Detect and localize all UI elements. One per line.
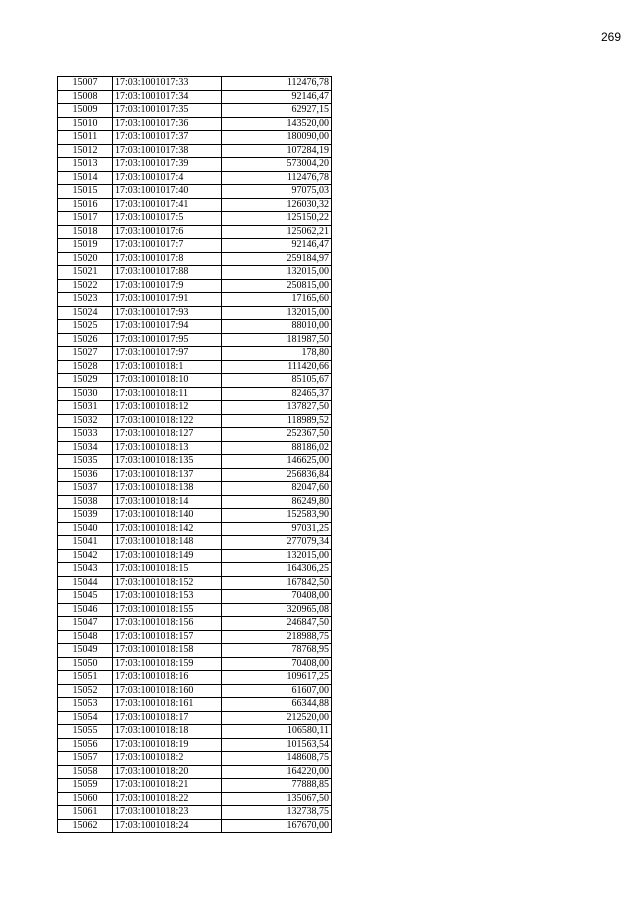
cadastral-number-cell: 17:03:1001018:11: [113, 387, 222, 401]
amount-cell: 82047,60: [222, 482, 332, 496]
row-number-cell: 15033: [58, 428, 113, 442]
row-number-cell: 15029: [58, 374, 113, 388]
table-row: [58, 455, 332, 469]
table-row: [58, 185, 332, 199]
amount-cell: 277079,34: [222, 536, 332, 550]
row-number-cell: 15047: [58, 617, 113, 631]
amount-cell: 181987,50: [222, 333, 332, 347]
cadastral-number-cell: 17:03:1001018:22: [113, 792, 222, 806]
table-row: [58, 252, 332, 266]
cadastral-number-cell: 17:03:1001017:36: [113, 117, 222, 131]
amount-cell: 250815,00: [222, 279, 332, 293]
row-number-cell: 15053: [58, 698, 113, 712]
amount-cell: 106580,11: [222, 725, 332, 739]
cadastral-number-cell: 17:03:1001018:2: [113, 752, 222, 766]
amount-cell: 112476,78: [222, 171, 332, 185]
amount-cell: 132015,00: [222, 266, 332, 280]
cadastral-number-cell: 17:03:1001017:34: [113, 90, 222, 104]
row-number-cell: 15050: [58, 657, 113, 671]
cadastral-number-cell: 17:03:1001018:152: [113, 576, 222, 590]
data-table: [57, 76, 332, 833]
row-number-cell: 15038: [58, 495, 113, 509]
cadastral-number-cell: 17:03:1001017:35: [113, 104, 222, 118]
table-row: [58, 738, 332, 752]
row-number-cell: 15032: [58, 414, 113, 428]
table-row: [58, 306, 332, 320]
table-row: [58, 104, 332, 118]
amount-cell: 152583,90: [222, 509, 332, 523]
amount-cell: 573004,20: [222, 158, 332, 172]
row-number-cell: 15046: [58, 603, 113, 617]
cadastral-number-cell: 17:03:1001018:14: [113, 495, 222, 509]
cadastral-number-cell: 17:03:1001017:97: [113, 347, 222, 361]
row-number-cell: 15044: [58, 576, 113, 590]
table-row: [58, 158, 332, 172]
table-row: [58, 495, 332, 509]
amount-cell: 125150,22: [222, 212, 332, 226]
amount-cell: 135067,50: [222, 792, 332, 806]
table-row: [58, 90, 332, 104]
row-number-cell: 15043: [58, 563, 113, 577]
amount-cell: 66344,88: [222, 698, 332, 712]
cadastral-number-cell: 17:03:1001017:91: [113, 293, 222, 307]
amount-cell: 118989,52: [222, 414, 332, 428]
amount-cell: 109617,25: [222, 671, 332, 685]
cadastral-number-cell: 17:03:1001018:155: [113, 603, 222, 617]
table-row: [58, 333, 332, 347]
table-row: [58, 536, 332, 550]
row-number-cell: 15017: [58, 212, 113, 226]
cadastral-number-cell: 17:03:1001017:8: [113, 252, 222, 266]
row-number-cell: 15024: [58, 306, 113, 320]
cadastral-number-cell: 17:03:1001018:21: [113, 779, 222, 793]
cadastral-number-cell: 17:03:1001017:95: [113, 333, 222, 347]
cadastral-number-cell: 17:03:1001017:39: [113, 158, 222, 172]
amount-cell: 259184,97: [222, 252, 332, 266]
cadastral-number-cell: 17:03:1001018:135: [113, 455, 222, 469]
page-number: 269: [600, 30, 621, 44]
amount-cell: 132015,00: [222, 306, 332, 320]
table-row: [58, 198, 332, 212]
cadastral-number-cell: 17:03:1001018:161: [113, 698, 222, 712]
amount-cell: 167670,00: [222, 819, 332, 833]
table-row: [58, 347, 332, 361]
amount-cell: 70408,00: [222, 657, 332, 671]
cadastral-number-cell: 17:03:1001017:40: [113, 185, 222, 199]
row-number-cell: 15027: [58, 347, 113, 361]
cadastral-number-cell: 17:03:1001018:158: [113, 644, 222, 658]
row-number-cell: 15031: [58, 401, 113, 415]
row-number-cell: 15028: [58, 360, 113, 374]
amount-cell: 97031,25: [222, 522, 332, 536]
amount-cell: 178,80: [222, 347, 332, 361]
amount-cell: 97075,03: [222, 185, 332, 199]
amount-cell: 146625,00: [222, 455, 332, 469]
row-number-cell: 15040: [58, 522, 113, 536]
row-number-cell: 15019: [58, 239, 113, 253]
table-row: [58, 266, 332, 280]
amount-cell: 61607,00: [222, 684, 332, 698]
cadastral-number-cell: 17:03:1001018:1: [113, 360, 222, 374]
table-row: [58, 549, 332, 563]
table-row: [58, 819, 332, 833]
row-number-cell: 15021: [58, 266, 113, 280]
amount-cell: 320965,08: [222, 603, 332, 617]
amount-cell: 212520,00: [222, 711, 332, 725]
table-row: [58, 684, 332, 698]
table-row: [58, 414, 332, 428]
row-number-cell: 15049: [58, 644, 113, 658]
cadastral-number-cell: 17:03:1001018:122: [113, 414, 222, 428]
cadastral-number-cell: 17:03:1001018:142: [113, 522, 222, 536]
row-number-cell: 15057: [58, 752, 113, 766]
amount-cell: 125062,21: [222, 225, 332, 239]
amount-cell: 92146,47: [222, 90, 332, 104]
table-row: [58, 522, 332, 536]
table-row: [58, 698, 332, 712]
cadastral-number-cell: 17:03:1001017:41: [113, 198, 222, 212]
cadastral-number-cell: 17:03:1001018:24: [113, 819, 222, 833]
table-row: [58, 482, 332, 496]
row-number-cell: 15011: [58, 131, 113, 145]
table-row: [58, 468, 332, 482]
table-row: [58, 374, 332, 388]
row-number-cell: 15030: [58, 387, 113, 401]
cadastral-number-cell: 17:03:1001018:149: [113, 549, 222, 563]
table-row: [58, 752, 332, 766]
table-row: [58, 320, 332, 334]
row-number-cell: 15062: [58, 819, 113, 833]
cadastral-number-cell: 17:03:1001017:37: [113, 131, 222, 145]
cadastral-number-cell: 17:03:1001018:19: [113, 738, 222, 752]
row-number-cell: 15059: [58, 779, 113, 793]
cadastral-number-cell: 17:03:1001018:20: [113, 765, 222, 779]
table-row: [58, 387, 332, 401]
cadastral-number-cell: 17:03:1001018:140: [113, 509, 222, 523]
amount-cell: 62927,15: [222, 104, 332, 118]
table-row: [58, 806, 332, 820]
amount-cell: 111420,66: [222, 360, 332, 374]
cadastral-number-cell: 17:03:1001018:156: [113, 617, 222, 631]
cadastral-number-cell: 17:03:1001018:15: [113, 563, 222, 577]
cadastral-number-cell: 17:03:1001017:88: [113, 266, 222, 280]
cadastral-number-cell: 17:03:1001018:12: [113, 401, 222, 415]
amount-cell: 78768,95: [222, 644, 332, 658]
table-row: [58, 509, 332, 523]
cadastral-number-cell: 17:03:1001017:6: [113, 225, 222, 239]
row-number-cell: 15007: [58, 77, 113, 91]
amount-cell: 86249,80: [222, 495, 332, 509]
row-number-cell: 15034: [58, 441, 113, 455]
amount-cell: 85105,67: [222, 374, 332, 388]
row-number-cell: 15051: [58, 671, 113, 685]
table-row: [58, 279, 332, 293]
amount-cell: 107284,19: [222, 144, 332, 158]
row-number-cell: 15056: [58, 738, 113, 752]
amount-cell: 143520,00: [222, 117, 332, 131]
amount-cell: 252367,50: [222, 428, 332, 442]
row-number-cell: 15037: [58, 482, 113, 496]
amount-cell: 112476,78: [222, 77, 332, 91]
amount-cell: 70408,00: [222, 590, 332, 604]
table-row: [58, 212, 332, 226]
table-row: [58, 725, 332, 739]
table-row: [58, 671, 332, 685]
amount-cell: 101563,54: [222, 738, 332, 752]
table-row: [58, 239, 332, 253]
table-row: [58, 563, 332, 577]
table-row: [58, 630, 332, 644]
table-row: [58, 657, 332, 671]
row-number-cell: 15014: [58, 171, 113, 185]
table-row: [58, 617, 332, 631]
row-number-cell: 15061: [58, 806, 113, 820]
cadastral-number-cell: 17:03:1001018:160: [113, 684, 222, 698]
row-number-cell: 15054: [58, 711, 113, 725]
cadastral-number-cell: 17:03:1001018:157: [113, 630, 222, 644]
table-row: [58, 779, 332, 793]
row-number-cell: 15026: [58, 333, 113, 347]
table-body: [58, 77, 332, 833]
table-row: [58, 144, 332, 158]
cadastral-number-cell: 17:03:1001017:33: [113, 77, 222, 91]
row-number-cell: 15060: [58, 792, 113, 806]
cadastral-number-cell: 17:03:1001018:17: [113, 711, 222, 725]
table-row: [58, 401, 332, 415]
table-row: [58, 590, 332, 604]
table-row: [58, 131, 332, 145]
row-number-cell: 15012: [58, 144, 113, 158]
amount-cell: 167842,50: [222, 576, 332, 590]
amount-cell: 246847,50: [222, 617, 332, 631]
table-row: [58, 77, 332, 91]
row-number-cell: 15016: [58, 198, 113, 212]
cadastral-number-cell: 17:03:1001018:137: [113, 468, 222, 482]
row-number-cell: 15042: [58, 549, 113, 563]
cadastral-number-cell: 17:03:1001017:94: [113, 320, 222, 334]
row-number-cell: 15015: [58, 185, 113, 199]
table-row: [58, 765, 332, 779]
row-number-cell: 15022: [58, 279, 113, 293]
cadastral-number-cell: 17:03:1001018:153: [113, 590, 222, 604]
row-number-cell: 15023: [58, 293, 113, 307]
row-number-cell: 15025: [58, 320, 113, 334]
amount-cell: 180090,00: [222, 131, 332, 145]
cadastral-number-cell: 17:03:1001018:10: [113, 374, 222, 388]
row-number-cell: 15035: [58, 455, 113, 469]
amount-cell: 137827,50: [222, 401, 332, 415]
cadastral-number-cell: 17:03:1001017:93: [113, 306, 222, 320]
amount-cell: 256836,84: [222, 468, 332, 482]
cadastral-number-cell: 17:03:1001017:5: [113, 212, 222, 226]
amount-cell: 132738,75: [222, 806, 332, 820]
table-row: [58, 603, 332, 617]
amount-cell: 164220,00: [222, 765, 332, 779]
row-number-cell: 15020: [58, 252, 113, 266]
row-number-cell: 15039: [58, 509, 113, 523]
table-row: [58, 792, 332, 806]
cadastral-number-cell: 17:03:1001018:138: [113, 482, 222, 496]
amount-cell: 77888,85: [222, 779, 332, 793]
amount-cell: 126030,32: [222, 198, 332, 212]
amount-cell: 88010,00: [222, 320, 332, 334]
table-row: [58, 225, 332, 239]
amount-cell: 218988,75: [222, 630, 332, 644]
row-number-cell: 15058: [58, 765, 113, 779]
cadastral-number-cell: 17:03:1001018:23: [113, 806, 222, 820]
table-row: [58, 117, 332, 131]
row-number-cell: 15036: [58, 468, 113, 482]
cadastral-number-cell: 17:03:1001017:38: [113, 144, 222, 158]
cadastral-number-cell: 17:03:1001017:7: [113, 239, 222, 253]
table-row: [58, 644, 332, 658]
cadastral-number-cell: 17:03:1001018:16: [113, 671, 222, 685]
row-number-cell: 15008: [58, 90, 113, 104]
cadastral-number-cell: 17:03:1001018:159: [113, 657, 222, 671]
amount-cell: 92146,47: [222, 239, 332, 253]
amount-cell: 164306,25: [222, 563, 332, 577]
cadastral-number-cell: 17:03:1001017:4: [113, 171, 222, 185]
amount-cell: 17165,60: [222, 293, 332, 307]
amount-cell: 82465,37: [222, 387, 332, 401]
cadastral-number-cell: 17:03:1001018:127: [113, 428, 222, 442]
cadastral-number-cell: 17:03:1001018:13: [113, 441, 222, 455]
row-number-cell: 15041: [58, 536, 113, 550]
table-row: [58, 711, 332, 725]
amount-cell: 148608,75: [222, 752, 332, 766]
cadastral-number-cell: 17:03:1001017:9: [113, 279, 222, 293]
row-number-cell: 15055: [58, 725, 113, 739]
row-number-cell: 15013: [58, 158, 113, 172]
row-number-cell: 15009: [58, 104, 113, 118]
cadastral-number-cell: 17:03:1001018:18: [113, 725, 222, 739]
table-row: [58, 360, 332, 374]
table-row: [58, 576, 332, 590]
amount-cell: 88186,02: [222, 441, 332, 455]
table-row: [58, 441, 332, 455]
row-number-cell: 15052: [58, 684, 113, 698]
cadastral-number-cell: 17:03:1001018:148: [113, 536, 222, 550]
row-number-cell: 15045: [58, 590, 113, 604]
row-number-cell: 15018: [58, 225, 113, 239]
row-number-cell: 15048: [58, 630, 113, 644]
table-row: [58, 171, 332, 185]
table-row: [58, 428, 332, 442]
amount-cell: 132015,00: [222, 549, 332, 563]
table-row: [58, 293, 332, 307]
row-number-cell: 15010: [58, 117, 113, 131]
